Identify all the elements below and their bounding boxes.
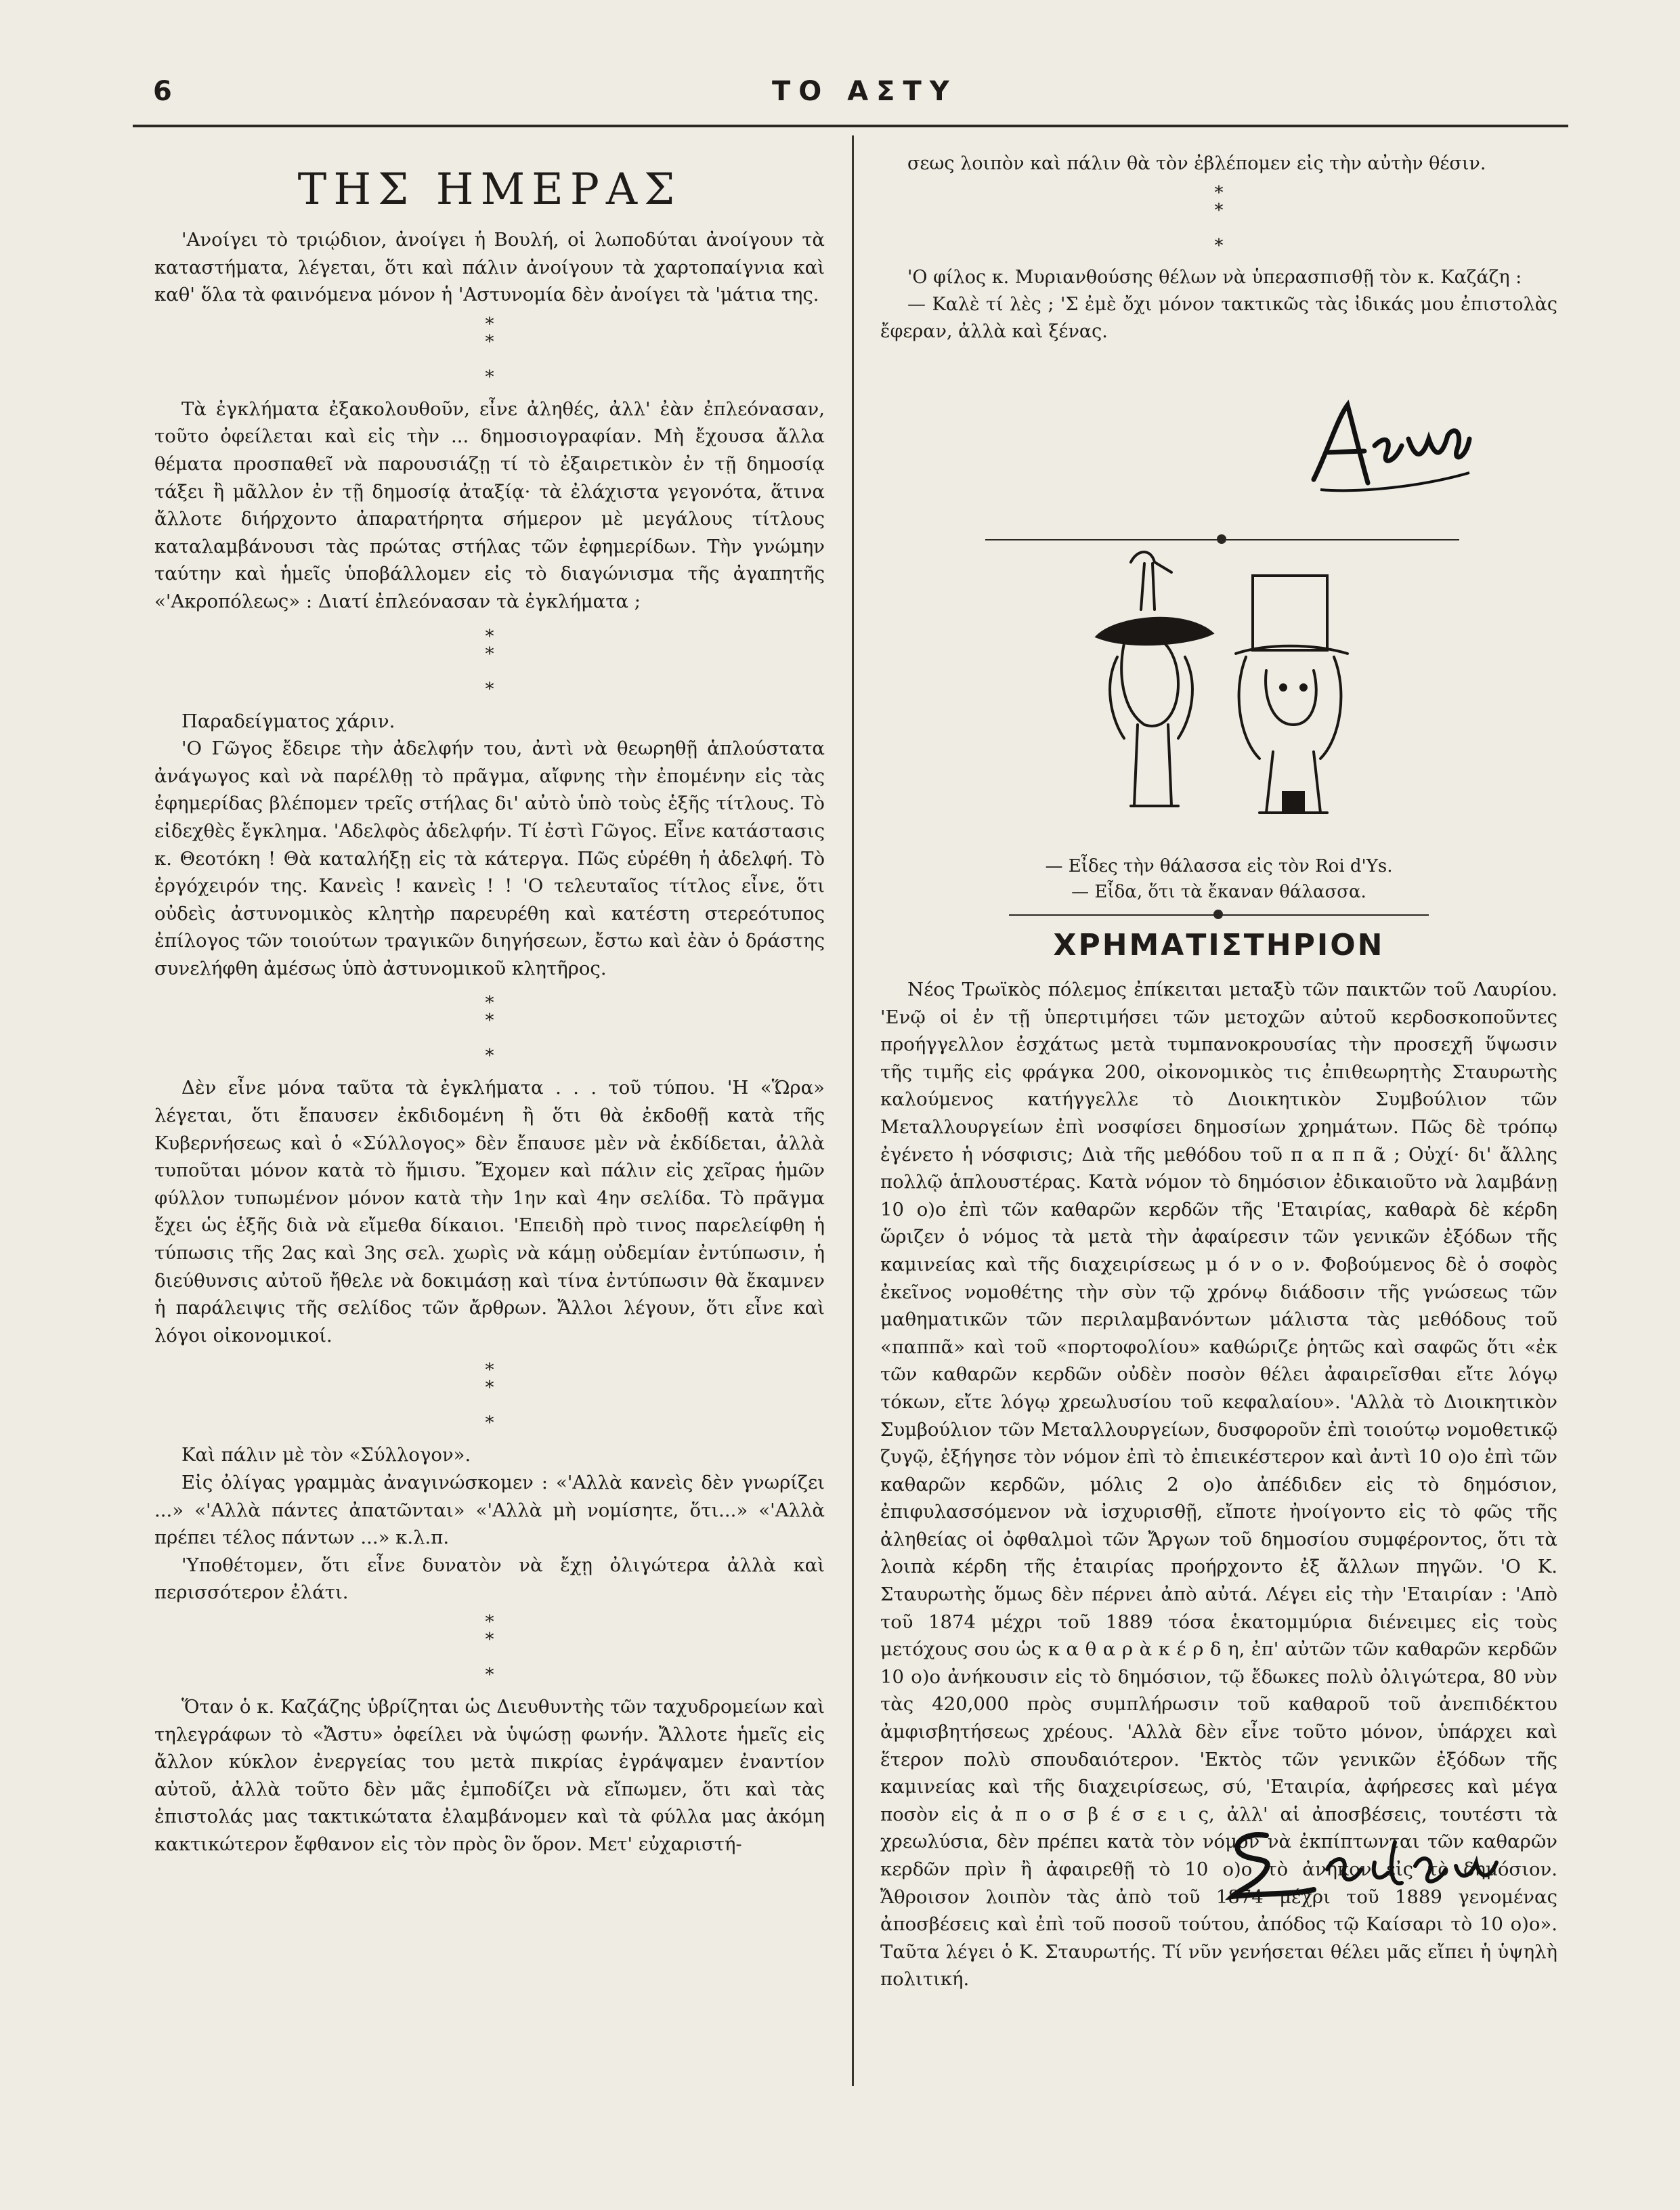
stock-exchange-body: Νέος Τρωϊκὸς πόλεμος ἐπίκειται μεταξὺ τῶν παικτῶν τοῦ Λαυρίου. 'Ενῷ οἱ ἐν τῇ ὑπερτιμήσει τῶν μετοχῶν αὐτοῦ κερδοσκοποῦντες προήγγελλον ἐσχάτως μετὰ τυμπανοκρουσίας τὴν προσεχῆ ὕψωσιν τῆς τιμῆς εἰς φράγκα 200, οἰκονομικὸς τις ἐπιθεωρητὴς Σταυρωτὴς καλούμενος κατήγγελλε τὸ Διοικητικὸν Συμβούλιον τῶν Μεταλλουργείων ἐπὶ νοσφίσει δημοσίων χρημάτων. Πῶς δὲ τρόπῳ ἐγένετο ἡ νόσφισις; Διὰ τῆς μεθόδου τοῦ π α π π ᾶ ; Οὐχί· δι' ἄλλης πολλῷ ἁπλουστέρας. Κατὰ νόμον τὸ δημόσιον ἐδικαιοῦτο νὰ λαμβάνῃ 10 ο)ο ἐπὶ τῶν καθαρῶν κερδῶν τῆς 'Εταιρίας, καθαρὰ δὲ κέρδη ὥριζεν ὁ νόμος τὰ μετὰ τὴν ἀφαίρεσιν τῶν γενικῶν ἐξόδων τῆς καμινείας καὶ τῆς διαχειρίσεως μ ό ν ο ν. Φοβούμενος δὲ ὁ σοφὸς ἐκεῖνος νομοθέτης τὴν σὺν τῷ χρόνῳ διάδοσιν τῆς γνώσεως τῶν μαθηματικῶν τῶν περιλαμβανόντων μάλιστα τὰς μεθόδους τοῦ «παππᾶ» καὶ τοῦ «πορτοφολίου» καθώριζε ῥητῶς καὶ σαφῶς ὅτι «ἐκ τῶν καθαρῶν κερδῶν οὐδὲν ποσὸν θέλει ἀφαιρεῖσθαι εἴτε λόγῳ τόκων, εἴτε λόγῳ χρεωλυσίου τοῦ κεφαλαίου». 'Αλλὰ τὸ Διοικητικὸν Συμβούλιον τῶν Μεταλλουργείων, δυσφοροῦν ἐπὶ τοιούτῳ νομοθετικῷ ζυγῷ, ἐξήγησε τὸν νόμον ἐπὶ τὸ ἐπιεικέστερον καὶ ἀντὶ 10 ο)ο ἐπὶ τῶν καθαρῶν κερδῶν, μόλις 2 ο)ο ἀπέδιδεν εἰς τὸ δημόσιον, ἐπιφυλασσόμενον νὰ ἰσχυρισθῇ, εἴποτε ἠνοίγοντο εἰς τὸ φῶς τῆς ἀληθείας οἱ ὀφθαλμοὶ τῶν Ἄργων τοῦ δημοσίου συμφέροντος, ὅτι τὰ λοιπὰ κέρδη τῆς ἑταιρίας προήρχοντο ἐξ ἄλλων πηγῶν. 'Ο Κ. Σταυρωτὴς ὅμως δὲν πέρνει ἀπὸ αὐτά. Λέγει εἰς τὴν 'Εταιρίαν : 'Απὸ τοῦ 1874 μέχρι τοῦ 1889 τόσα ἑκατομμύρια διένειμες εἰς τοὺς μετόχους σου ὡς κ α θ α ρ ὰ κ έ ρ δ η, ἐπ' αὐτῶν τῶν καθαρῶν κερδῶν 10 ο)ο ἀνήκουσιν εἰς τὸ δημόσιον, τῷ ἔδωκες πολὺ ὀλιγώτερα, 80 νὺν τὰς 420,000 πρὸς συμπλήρωσιν τοῦ καθαροῦ τοῦ ἀνεπιδέκτου ἀμφισβητήσεως χρέους. 'Αλλὰ δὲν εἶνε τοῦτο μόνον, ὑπάρχει καὶ ἕτερον πολὺ σπουδαιότερον. 'Εκτὸς τῶν γενικῶν ἐξόδων τῆς καμινείας καὶ τῆς διαχειρίσεως, σύ, 'Εταιρία, ἀφήρεσες καὶ μέγα ποσὸν εἰς ἀ π ο σ β έ σ ε ι ς, ἀλλ' αἱ ἀποσβέσεις, τουτέστι τὰ χρεωλύσια, δὲν πρέπει κατὰ τὸν νόμον νὰ ἐκπίπτωνται τῶν καθαρῶν κερδῶν πρὶν ἢ ἀφαιρεθῇ τὸ 10 ο)ο τὸ ἀνῆκον εἰς τὸ δημόσιον. Ἄθροισον λοιπὸν τὰς ἀπὸ τοῦ 1874 μέχρι τοῦ 1889 γενομένας ἀποσβέσεις καὶ ἐπὶ τοῦ ποσοῦ τούτου, ἀπόδος τῷ Καίσαρι τὸ 10 ο)ο». Ταῦτα λέγει ὁ Κ. Σταυρωτής. Τί νῦν γενήσεται θέλει μᾶς εἴπει ἡ ὑψηλὴ πολιτική. xyxy=(880,979,1557,1991)
star-separator: * * * xyxy=(1214,183,1224,256)
section-title-tis-imeras: ΤΗΣ ΗΜΕΡΑΣ xyxy=(297,165,682,215)
star-separator: * * * xyxy=(485,626,494,700)
paragraph-2: Τὰ ἐγκλήματα ἐξακολουθοῦν, εἶνε ἀληθές, ἀλλ' ἐὰν ἐπλεόνασαν, τοῦτο ὀφείλεται καὶ εἰς τὴν ... δημοσιογραφίαν. Μὴ ἔχουσα ἄλλα θέματα προσπαθεῖ νὰ παρουσιάζῃ τί τὸ ἐξαιρετικὸν ἐν τῇ δημοσίᾳ τάξει ἢ μᾶλλον ἐν τῇ δημοσίᾳ ἀταξίᾳ· τὰ ἐλάχιστα γεγονότα, ἅτινα ἄλλοτε διήρχοντο ἀπαρατήρητα σήμερον μὲ μεγάλους τίτλους καταλαμβάνουσι τὰς πρώτας στήλας τῶν ἐφημερίδων. Τὴν γνώμην ταύτην καὶ ἡμεῖς ὑποβάλλομεν εἰς τὸ διαγώνισμα τῆς ἀγαπητῆς «'Ακροπόλεως» : Διατί ἐπλεόνασαν τὰ ἐγκλήματα ; xyxy=(154,398,825,612)
handwritten-signature-bottom xyxy=(1219,1815,1544,1917)
column-divider xyxy=(852,135,854,2086)
paragraph-5: Δὲν εἶνε μόνα ταῦτα τὰ ἐγκλήματα . . . τοῦ τύπου. 'Η «Ὥρα» λέγεται, ὅτι ἔπαυσεν ἐκδιδομένη ἢ ὅτι θὰ ἐκδοθῇ κατὰ τῆς Κυβερνήσεως καὶ ὁ «Σύλλογος» δὲν ἔπαυσε μὲν νὰ ἐκδίδεται, ἀλλὰ τυποῦται μόνον κατὰ τὸ ἥμισυ. Ἔχομεν καὶ πάλιν εἰς χεῖρας ἡμῶν φύλλον τυπωμένον μόνον κατὰ τὴν 1ην καὶ 4ην σελίδα. Τὸ πρᾶγμα ἔχει ὡς ἑξῆς διὰ νὰ εἴμεθα δίκαιοι. 'Επειδὴ πρὸ τινος παρελείφθη ἡ τύπωσις τῆς 2ας καὶ 3ης σελ. χωρὶς νὰ κάμῃ οὐδεμίαν ἐντύπωσιν, ἡ διεύθυνσις αὐτοῦ ἤθελε νὰ δοκιμάσῃ καὶ τίνα ἐντύπωσιν θὰ ἔκαμνεν ἡ παράλειψις τῆς σελίδος τῶν ἄρθρων. Ἄλλοι λέγουν, ὅτι εἶνε καὶ λόγοι οἰκονομικοί. xyxy=(154,1077,825,1346)
caption-line-1: — Εἶδες τὴν θάλασσα εἰς τὸν Roi d'Ys. xyxy=(1045,856,1393,876)
section-title-chrimatistirion: ΧΡΗΜΑΤΙΣΤΗΡΙΟΝ xyxy=(1053,928,1385,962)
star-separator: * * * xyxy=(485,1360,494,1434)
left-column xyxy=(154,156,825,1858)
paragraph-dialogue: — Καλὲ τί λὲς ; 'Σ ἐμὲ ὄχι μόνον τακτικῶς τὰς ἰδικάς μου ἐπιστολὰς ἔφεραν, ἀλλὰ καὶ ξένας. xyxy=(880,294,1557,342)
caption-line-2: — Εἶδα, ὅτι τὰ ἔκαναν θάλασσα. xyxy=(1071,882,1366,902)
ornament-rule xyxy=(1009,914,1429,916)
cartoon-illustration xyxy=(1070,522,1368,840)
paragraph-1: 'Ανοίγει τὸ τριῴδιον, ἀνοίγει ἡ Βουλή, οἱ λωποδύται ἀνοίγουν τὰ καταστήματα, λέγεται, ὅτι καὶ πάλιν ἀνοίγουν τὰ χαρτοπαίγνια καὶ καθ' ὅλα τὰ φαινόμενα μόνον ἡ 'Αστυνομία δὲν ἀνοίγει τὰ 'μάτια της. xyxy=(154,229,825,306)
paragraph-6: Καὶ πάλιν μὲ τὸν «Σύλλογον». xyxy=(181,1444,471,1466)
star-separator: * * * xyxy=(485,1611,494,1685)
paragraph-4: 'Ο Γῶγος ἔδειρε τὴν ἀδελφήν του, ἀντὶ νὰ θεωρηθῇ ἁπλούστατα ἀνάγωγος καὶ νὰ παρέλθῃ τὸ πρᾶγμα, αἴφνης τὴν ἐπομένην εἰς τὰς ἐφημερίδας βλέπομεν τρεῖς στήλας δι' αὐτὸ ὑπὸ τοὺς ἑξῆς τίτλους. Τὸ εἰδεχθὲς ἔγκλημα. 'Αδελφὸς ἀδελφήν. Τί ἐστὶ Γῶγος. Εἶνε κατάστασις κ. Θεοτόκη ! Θὰ καταλήξῃ εἰς τὰ κάτεργα. Πῶς εὑρέθη ἡ ἀδελφή. Τὸ ἐργόχειρόν της. Κανεὶς ! κανεὶς ! ! 'Ο τελευταῖος τίτλος εἶνε, ὅτι οὐδεὶς ἀστυνομικὸς κλητὴρ παρευρέθη καὶ κατέστη στερεότυπος ἐπίλογος τῶν τοιούτων τραγικῶν διηγήσεων, ἔστω καὶ ἐὰν ὁ δράστης συνελήφθη ἀμέσως ὑπὸ ἀστυνομικοῦ κλητῆρος. xyxy=(154,738,825,979)
masthead: ΤΟ ΑΣΤΥ xyxy=(772,76,957,107)
paragraph-7: Εἰς ὀλίγας γραμμὰς ἀναγινώσκομεν : «'Αλλὰ κανεὶς δὲν γνωρίζει ...» «'Αλλὰ πάντες ἀπατῶνται» «'Αλλὰ μὴ νομίσητε, ὅτι...» «'Αλλὰ πρέπει τέλος πάντων ...» κ.λ.π. xyxy=(154,1472,825,1549)
star-separator: * * * xyxy=(485,314,494,387)
paragraph-8: 'Υποθέτομεν, ὅτι εἶνε δυνατὸν νὰ ἔχῃ ὀλιγώτερα ἀλλὰ καὶ περισσότερον ἐλάτι. xyxy=(154,1554,825,1604)
page-number: 6 xyxy=(153,76,172,107)
cartoon-caption-block xyxy=(880,853,1557,936)
right-lead-text xyxy=(880,150,1557,345)
paragraph-3: Παραδείγματος χάριν. xyxy=(181,710,395,732)
header-rule xyxy=(133,125,1568,127)
right-column xyxy=(880,150,1557,345)
star-separator: * * * xyxy=(485,993,494,1067)
paragraph-myrianthousis: 'Ο φίλος κ. Μυριανθούσης θέλων νὰ ὑπερασπισθῇ τὸν κ. Καζάζη : xyxy=(907,267,1522,288)
handwritten-signature-top xyxy=(1300,398,1476,500)
paragraph-continued: σεως λοιπὸν καὶ πάλιν θὰ τὸν ἐβλέπομεν εἰς τὴν αὐτὴν θέσιν. xyxy=(907,153,1486,174)
paragraph-9: Ὅταν ὁ κ. Καζάζης ὑβρίζηται ὡς Διευθυντὴς τῶν ταχυδρομείων καὶ τηλεγράφων τὸ «Ἄστυ» ὀφείλει νὰ ὑψώσῃ φωνήν. Ἄλλοτε ἡμεῖς εἰς ἄλλον κύκλον ἐνεργείας του μετὰ πικρίας ἐγράψαμεν ἐναντίον αὐτοῦ, ἀλλὰ τοῦτο δὲν μᾶς ἐμποδίζει νὰ εἴπωμεν, ὅτι καὶ τὰς ἐπιστολάς μας τακτικώτατα ἐλαμβάνομεν καὶ τὰ φύλλα μας ἀκόμη κακτικώτερον ἔφθανον εἰς τὸν πρὸς ὃν ὅρον. Μετ' εὐχαριστή- xyxy=(154,1695,825,1855)
